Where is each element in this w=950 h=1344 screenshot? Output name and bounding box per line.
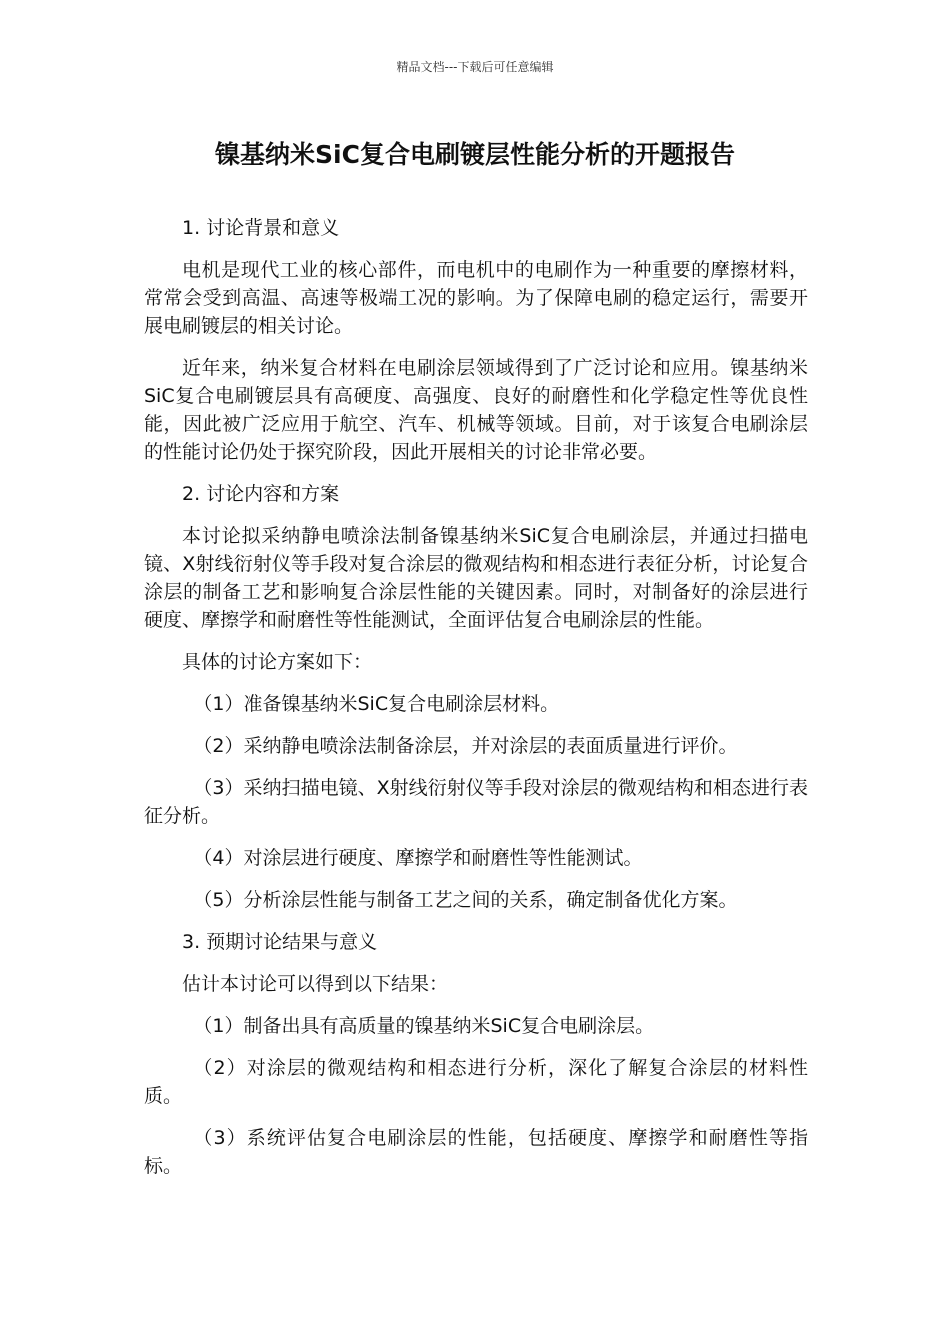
section-heading-background: 1. 讨论背景和意义 (182, 217, 340, 239)
plan-item-4: （4）对涂层进行硬度、摩擦学和耐磨性等性能测试。 (193, 847, 643, 869)
paragraph-background-2: 近年来，纳米复合材料在电刷涂层领域得到了广泛讨论和应用。镍基纳米SiC复合电刷镀层具有高硬度、高强度、良好的耐磨性和化学稳定性等优良性能，因此被广泛应用于航空、汽车、机械等领域。目前，对于该复合电刷涂层的性能讨论仍处于探究阶段，因此开展相关的讨论非常必要。 (144, 357, 808, 463)
plan-item-5: （5）分析涂层性能与制备工艺之间的关系，确定制备优化方案。 (193, 889, 738, 911)
document-body (144, 214, 808, 1194)
result-item-1: （1）制备出具有高质量的镍基纳米SiC复合电刷涂层。 (193, 1015, 655, 1037)
paragraph-background-1: 电机是现代工业的核心部件，而电机中的电刷作为一种重要的摩擦材料，常常会受到高温、高速等极端工况的影响。为了保障电刷的稳定运行，需要开展电刷镀层的相关讨论。 (144, 259, 808, 337)
section-heading-expected-results: 3. 预期讨论结果与意义 (182, 931, 378, 953)
section-heading-content-plan: 2. 讨论内容和方案 (182, 483, 340, 505)
plan-item-1: （1）准备镍基纳米SiC复合电刷涂层材料。 (193, 693, 560, 715)
header-note: 精品文档---下载后可任意编辑 (396, 60, 554, 74)
plan-item-3: （3）采纳扫描电镜、X射线衍射仪等手段对涂层的微观结构和相态进行表征分析。 (144, 777, 808, 827)
document-title: 镍基纳米SiC复合电刷镀层性能分析的开题报告 (215, 140, 735, 169)
paragraph-results-intro: 估计本讨论可以得到以下结果： (182, 973, 449, 995)
plan-item-2: （2）采纳静电喷涂法制备涂层，并对涂层的表面质量进行评价。 (193, 735, 738, 757)
paragraph-content-plan: 本讨论拟采纳静电喷涂法制备镍基纳米SiC复合电刷涂层，并通过扫描电镜、X射线衍射仪等手段对复合涂层的微观结构和相态进行表征分析，讨论复合涂层的制备工艺和影响复合涂层性能的关键因素。同时，对制备好的涂层进行硬度、摩擦学和耐磨性等性能测试，全面评估复合电刷涂层的性能。 (144, 525, 808, 631)
result-item-3: （3）系统评估复合电刷涂层的性能，包括硬度、摩擦学和耐磨性等指标。 (144, 1127, 808, 1177)
paragraph-plan-intro: 具体的讨论方案如下： (182, 651, 373, 673)
result-item-2: （2）对涂层的微观结构和相态进行分析，深化了解复合涂层的材料性质。 (144, 1057, 808, 1107)
